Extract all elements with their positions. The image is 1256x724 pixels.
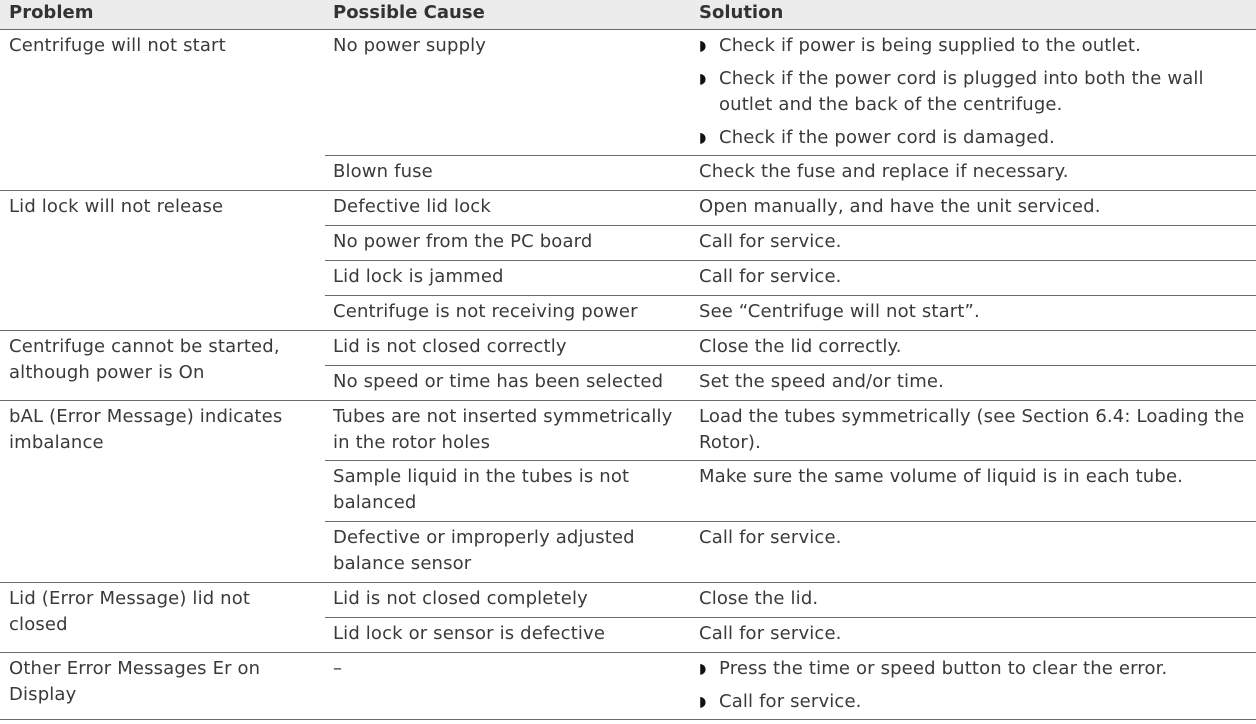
solution-bullet-text: Check if power is being supplied to the outlet. <box>719 35 1141 56</box>
row-divider <box>325 521 1256 522</box>
bullet-icon: ◗ <box>699 130 707 146</box>
cause-text: Defective lid lock <box>333 196 491 217</box>
cause-text: Centrifuge is not receiving power <box>333 301 638 322</box>
group-divider <box>0 582 1256 583</box>
header-problem: Problem <box>9 2 94 23</box>
problem-text: Centrifuge cannot be started, <box>9 336 280 357</box>
table-header <box>0 0 1256 30</box>
problem-text: Other Error Messages Er on <box>9 658 261 679</box>
solution-bullet-text: Press the time or speed button to clear the error. <box>719 658 1168 679</box>
cause-text: balance sensor <box>333 553 472 574</box>
solution-text: Make sure the same volume of liquid is in each tube. <box>699 466 1184 487</box>
cause-text: Lid lock or sensor is defective <box>333 623 606 644</box>
solution-text: Call for service. <box>699 266 842 287</box>
cause-text: No speed or time has been selected <box>333 371 664 392</box>
group-divider <box>0 719 1256 720</box>
solution-text: Call for service. <box>699 623 842 644</box>
solution-bullet-text: Call for service. <box>719 691 862 712</box>
solution-text: Close the lid. <box>699 588 819 609</box>
bullet-icon: ◗ <box>699 38 707 54</box>
row-divider <box>325 225 1256 226</box>
cause-text: No power from the PC board <box>333 231 593 252</box>
cause-text: balanced <box>333 492 417 513</box>
header-possible-cause: Possible Cause <box>333 2 485 23</box>
problem-text: Centrifuge will not start <box>9 35 226 56</box>
bullet-icon: ◗ <box>699 71 707 87</box>
problem-text: closed <box>9 614 68 635</box>
solution-text: Check the fuse and replace if necessary. <box>699 161 1069 182</box>
cause-text: Lid is not closed completely <box>333 588 588 609</box>
row-divider <box>325 260 1256 261</box>
cause-text: Defective or improperly adjusted <box>333 527 635 548</box>
solution-text: Open manually, and have the unit serviced. <box>699 196 1101 217</box>
solution-bullet-text: outlet and the back of the centrifuge. <box>719 94 1063 115</box>
problem-text: although power is On <box>9 362 205 383</box>
problem-text: imbalance <box>9 432 104 453</box>
solution-text: Set the speed and/or time. <box>699 371 944 392</box>
cause-text: Tubes are not inserted symmetrically <box>333 406 673 427</box>
solution-text: See “Centrifuge will not start”. <box>699 301 980 322</box>
problem-text: Lid lock will not release <box>9 196 224 217</box>
cause-text: – <box>333 658 343 679</box>
problem-text: Lid (Error Message) lid not <box>9 588 251 609</box>
cause-text: in the rotor holes <box>333 432 491 453</box>
cause-text: Lid is not closed correctly <box>333 336 567 357</box>
row-divider <box>325 295 1256 296</box>
group-divider <box>0 400 1256 401</box>
row-divider <box>325 617 1256 618</box>
solution-text: Call for service. <box>699 527 842 548</box>
solution-text: Call for service. <box>699 231 842 252</box>
problem-text: Display <box>9 684 77 705</box>
cause-text: Lid lock is jammed <box>333 266 504 287</box>
group-divider <box>0 330 1256 331</box>
group-divider <box>0 652 1256 653</box>
group-divider <box>0 190 1256 191</box>
row-divider <box>325 365 1256 366</box>
solution-text: Close the lid correctly. <box>699 336 902 357</box>
bullet-icon: ◗ <box>699 694 707 710</box>
row-divider <box>325 460 1256 461</box>
problem-text: bAL (Error Message) indicates <box>9 406 283 427</box>
solution-text: Rotor). <box>699 432 761 453</box>
header-solution: Solution <box>699 2 784 23</box>
bullet-icon: ◗ <box>699 661 707 677</box>
solution-bullet-text: Check if the power cord is plugged into both the wall <box>719 68 1204 89</box>
cause-text: Sample liquid in the tubes is not <box>333 466 630 487</box>
solution-bullet-text: Check if the power cord is damaged. <box>719 127 1055 148</box>
row-divider <box>325 155 1256 156</box>
cause-text: Blown fuse <box>333 161 433 182</box>
solution-text: Load the tubes symmetrically (see Section 6.4: Loading the <box>699 406 1245 427</box>
cause-text: No power supply <box>333 35 487 56</box>
